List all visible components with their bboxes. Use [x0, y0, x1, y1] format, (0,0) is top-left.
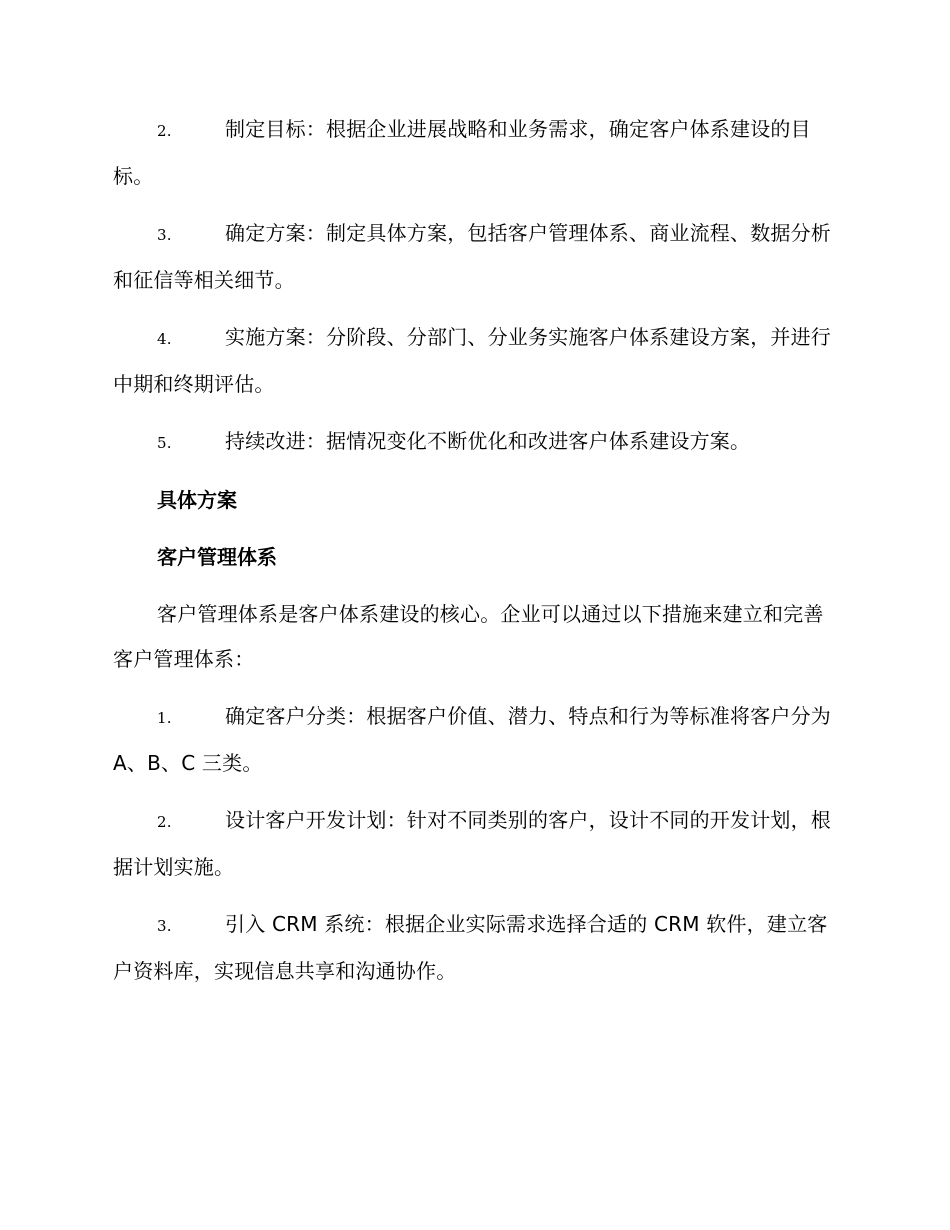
list-number: 3.: [157, 226, 172, 244]
list-text: 实施方案：分阶段、分部门、分业务实施客户体系建设方案，并进行中期和终期评估。: [113, 325, 831, 396]
list-item: [113, 798, 833, 890]
list-number: 5.: [157, 434, 172, 452]
document-body: [113, 107, 833, 1006]
list-text: 设计客户开发计划：针对不同类别的客户，设计不同的开发计划，根据计划实施。: [113, 808, 831, 879]
section-heading-plan: 具体方案: [157, 488, 237, 512]
list-number: 1.: [157, 709, 172, 727]
list-number: 2.: [157, 122, 172, 140]
intro-paragraph: [113, 592, 833, 682]
list-item: [113, 902, 833, 994]
list-item: [113, 211, 833, 303]
list-text: 确定客户分类：根据客户价值、潜力、特点和行为等标准将客户分为 A、B、C 三类。: [113, 704, 831, 775]
section-heading-crm: 客户管理体系: [157, 545, 277, 569]
list-text: 确定方案：制定具体方案，包括客户管理体系、商业流程、数据分析和征信等相关细节。: [113, 221, 831, 292]
list-item: [113, 107, 833, 199]
list-item: [113, 419, 833, 466]
list-item: [113, 694, 833, 786]
list-number: 3.: [157, 917, 172, 935]
list-text: 引入 CRM 系统：根据企业实际需求选择合适的 CRM 软件，建立客户资料库，实现信息共享和沟通协作。: [113, 912, 828, 983]
list-item: [113, 315, 833, 407]
list-text: 持续改进：据情况变化不断优化和改进客户体系建设方案。: [225, 429, 751, 453]
list-number: 2.: [157, 813, 172, 831]
list-text: 制定目标：根据企业进展战略和业务需求，确定客户体系建设的目标。: [113, 117, 811, 188]
list-number: 4.: [157, 330, 172, 348]
intro-text: 客户管理体系是客户体系建设的核心。企业可以通过以下措施来建立和完善客户管理体系：: [113, 602, 824, 671]
